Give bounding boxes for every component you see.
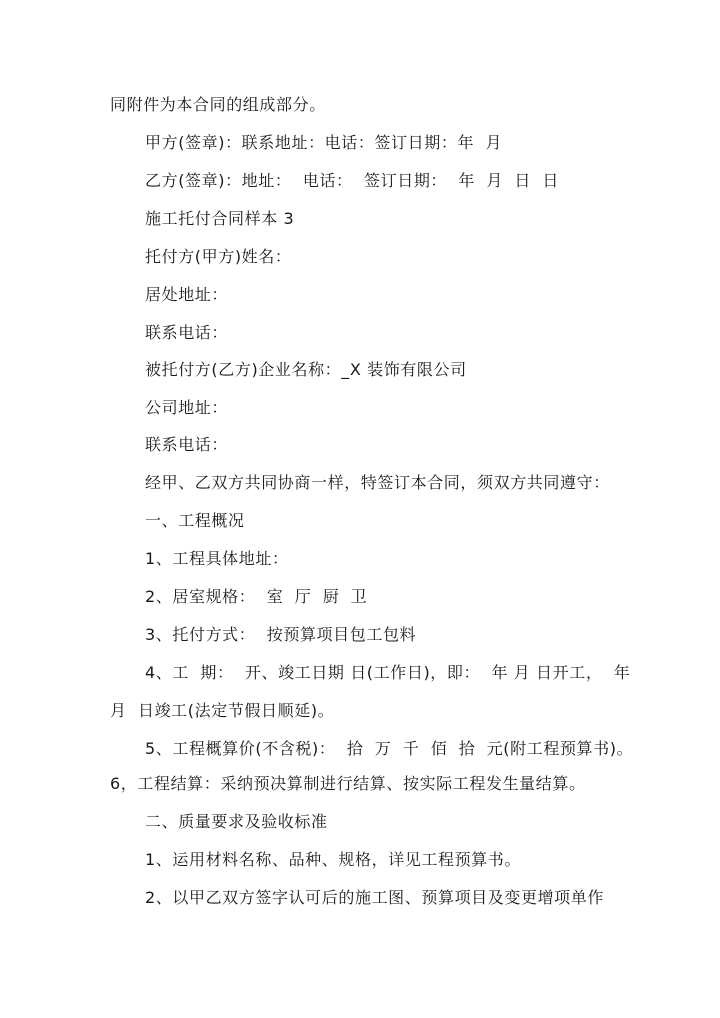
text-line-5: 托付方(甲方)姓名：: [145, 247, 292, 266]
text-line-13: 1、工程具体地址：: [145, 549, 289, 568]
text-line-7: 联系电话：: [145, 323, 229, 342]
text-line-21: 1、运用材料名称、品种、规格，详见工程预算书。: [145, 850, 521, 869]
text-line-12: 一、工程概况: [145, 511, 245, 530]
text-line-16: 4、工 期： 开、竣工日期 日(工作日)，即： 年 月 日开工， 年: [145, 663, 631, 682]
text-line-20: 二、质量要求及验收标准: [145, 812, 328, 831]
text-line-2: 甲方(签章)：联系地址：电话：签订日期：年 月: [145, 133, 503, 152]
text-line-14: 2、居室规格： 室 厅 厨 卫: [145, 587, 368, 606]
text-line-6: 居处地址：: [145, 285, 229, 304]
text-line-3: 乙方(签章)：地址： 电话： 签订日期： 年 月 日 日: [145, 171, 559, 190]
text-line-8: 被托付方(乙方)企业名称：_X 装饰有限公司: [145, 360, 467, 379]
text-line-4: 施工托付合同样本 3: [145, 209, 295, 228]
text-line-17: 月 日竣工(法定节假日顺延)。: [110, 701, 335, 720]
text-line-22: 2、以甲乙双方签字认可后的施工图、预算项目及变更增项单作: [145, 888, 604, 907]
text-line-10: 联系电话：: [145, 435, 229, 454]
text-line-11: 经甲、乙双方共同协商一样，特签订本合同，须双方共同遵守：: [145, 473, 610, 492]
text-line-9: 公司地址：: [145, 398, 229, 417]
text-line-18: 5、工程概算价(不含税)： 拾 万 千 佰 拾 元(附工程预算书)。: [145, 739, 634, 758]
text-line-15: 3、托付方式： 按预算项目包工包料: [145, 625, 417, 644]
text-line-19: 6，工程结算：采纳预决算制进行结算、按实际工程发生量结算。: [110, 774, 586, 793]
text-line-1: 同附件为本合同的组成部分。: [110, 95, 326, 114]
